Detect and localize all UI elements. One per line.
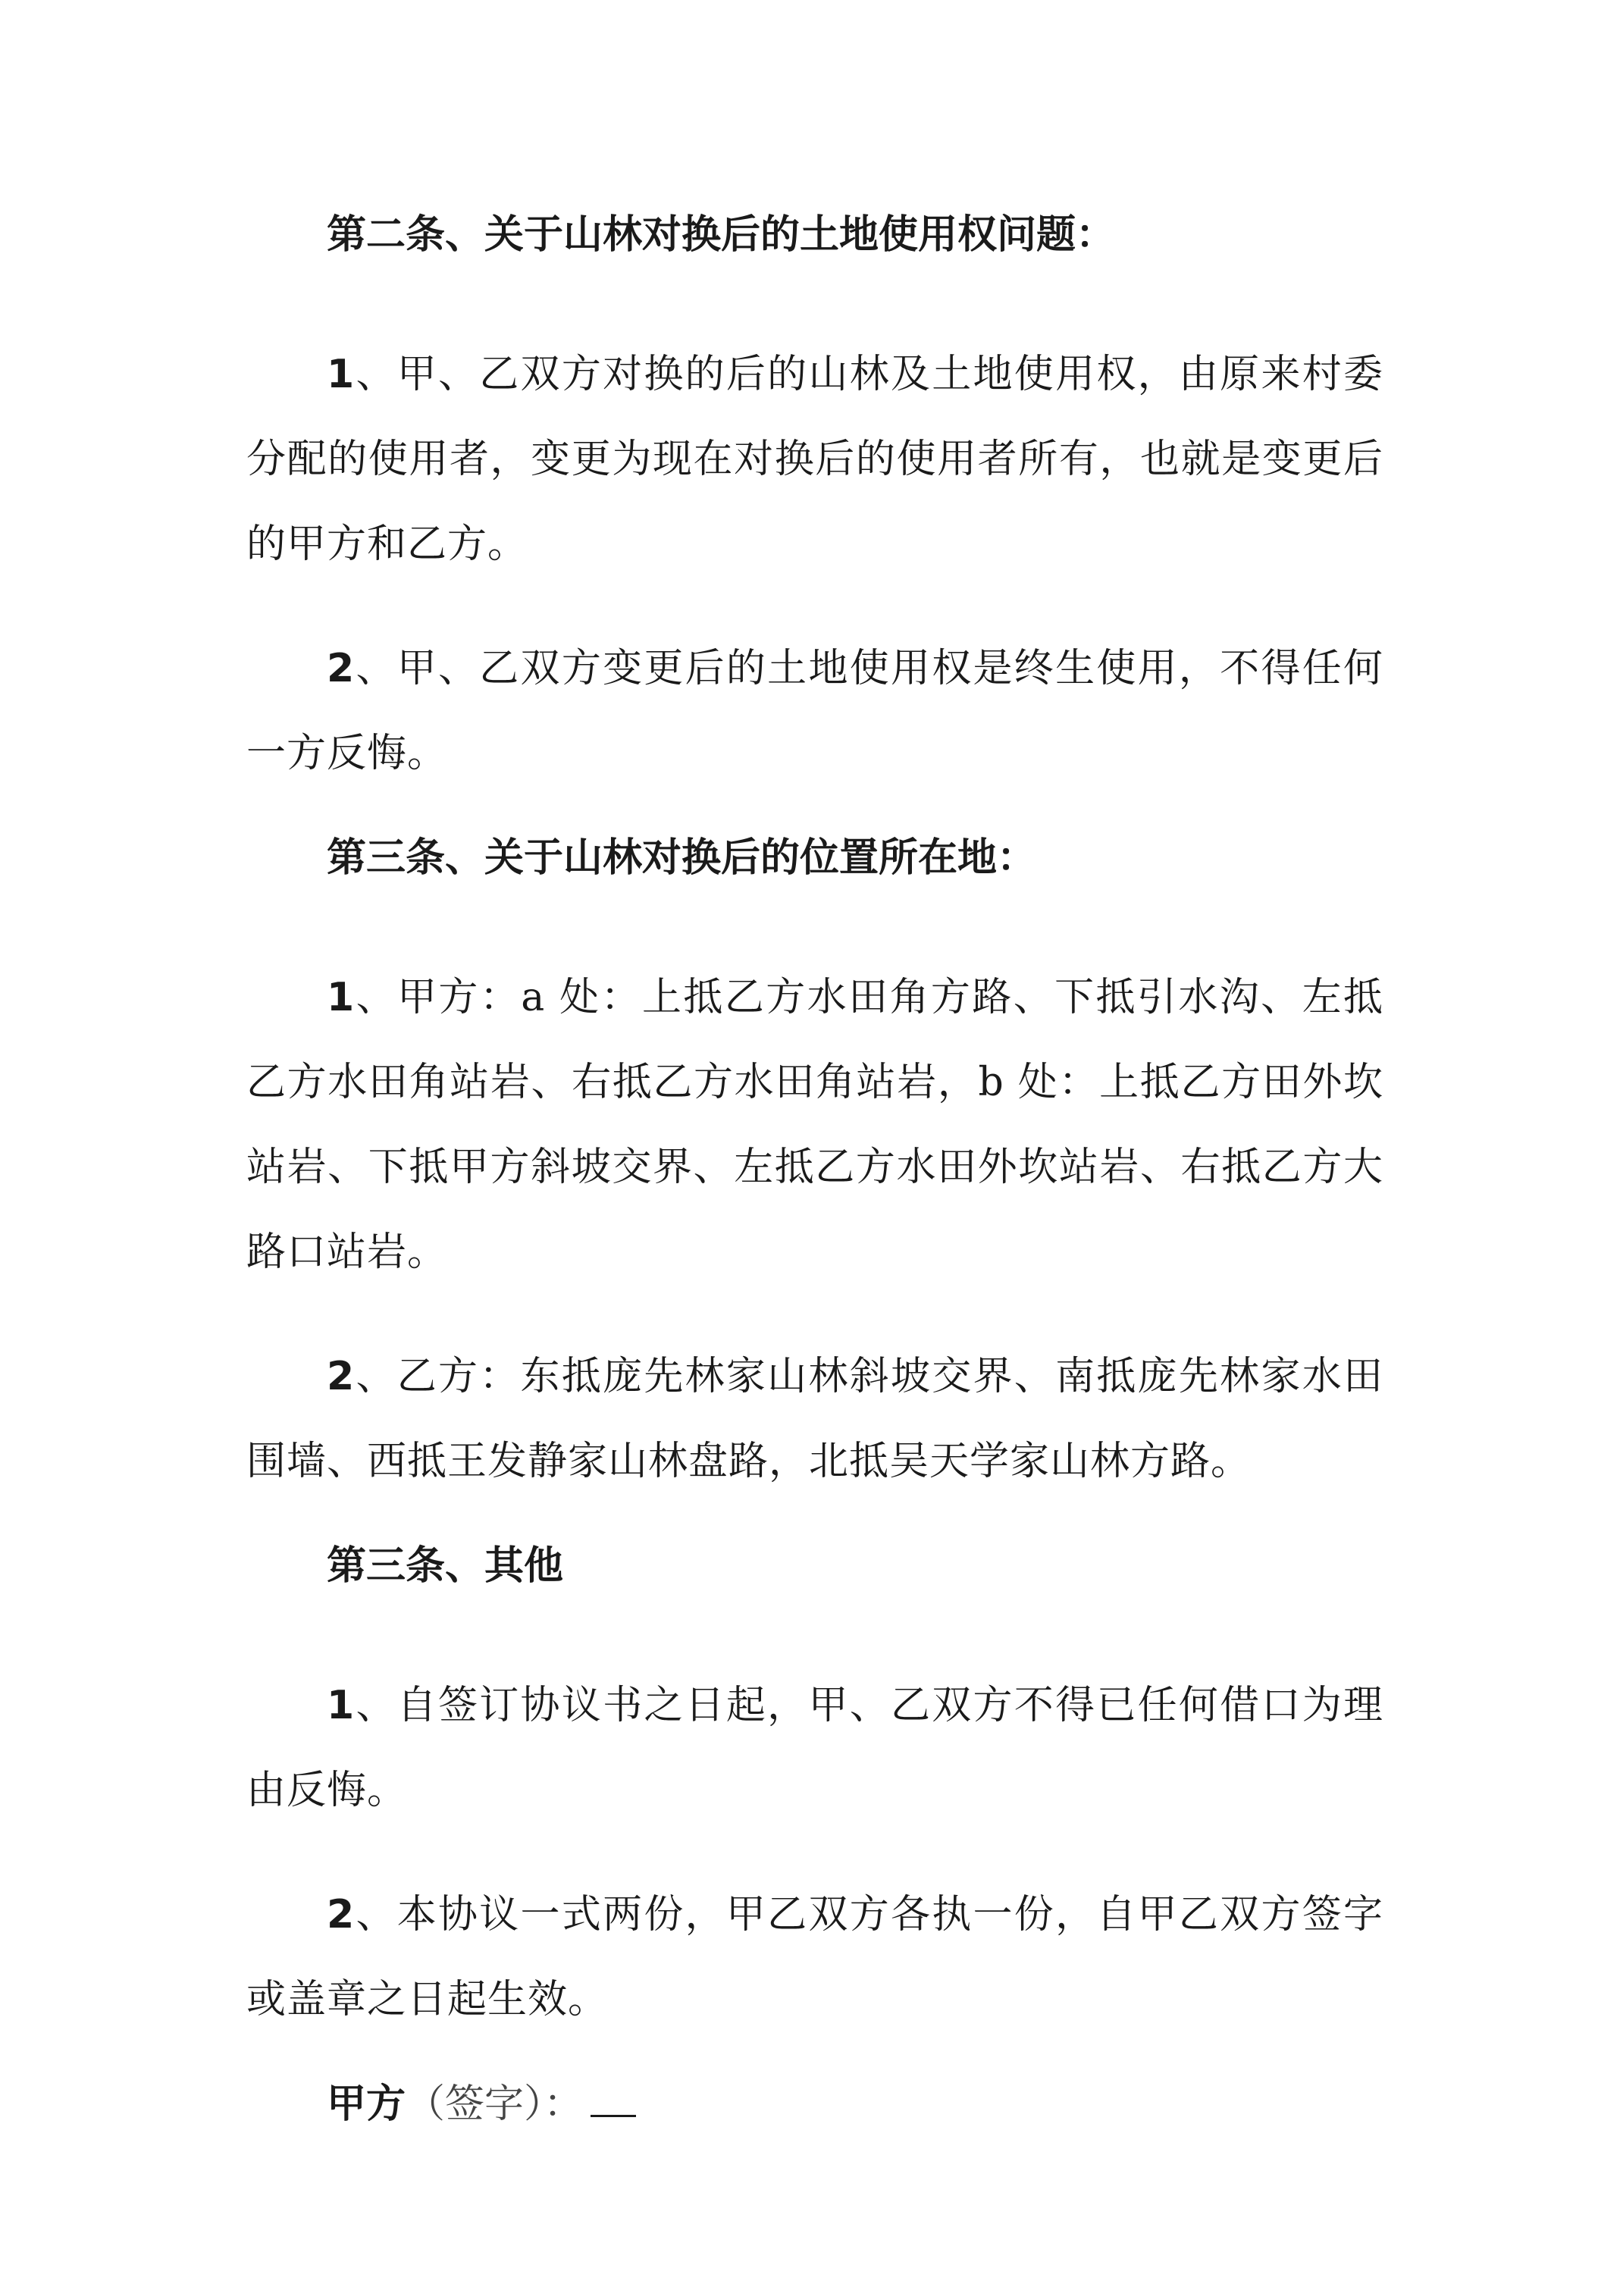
clause-number: 1	[327, 975, 356, 1020]
clause-number: 2	[327, 1354, 356, 1399]
clause-number: 1	[327, 1683, 356, 1728]
clause-text: 、甲、乙双方对换的后的山林及土地使用权，由原来村委分配的使用者，变更为现在对换后的使用者所有，也就是变更后的甲方和乙方。	[246, 352, 1383, 567]
clause-number: 2	[327, 1892, 356, 1937]
section-heading-article-2: 第二条、关于山林对换后的土地使用权问题：	[327, 212, 1116, 258]
clause-2-1	[246, 332, 1383, 587]
signature-line-party-a	[246, 2081, 1383, 2127]
clause-number: 1	[327, 352, 356, 397]
signature-label: 甲方	[327, 2081, 406, 2127]
clause-text: 、乙方：东抵庞先林家山林斜坡交界、南抵庞先林家水田围墙、西抵王发静家山林盘路，北抵吴天学家山林方路。	[246, 1354, 1383, 1484]
clause-other-2	[246, 1872, 1383, 2042]
clause-text: 、甲、乙双方变更后的土地使用权是终生使用，不得任何一方反悔。	[246, 646, 1383, 776]
clause-2-2	[246, 626, 1383, 796]
clause-number: 2	[327, 646, 356, 691]
clause-text: 、自签订协议书之日起，甲、乙双方不得已任何借口为理由反悔。	[246, 1683, 1383, 1813]
clause-3-1	[246, 955, 1383, 1295]
clause-text: 、本协议一式两份，甲乙双方各执一份，自甲乙双方签字或盖章之日起生效。	[246, 1892, 1383, 2022]
signature-note: （签字）：	[406, 2081, 584, 2127]
clause-text: 、甲方：a 处：上抵乙方水田角方路、下抵引水沟、左抵乙方水田角站岩、右抵乙方水田角站岩，b 处：上抵乙方田外坎站岩、下抵甲方斜坡交界、左抵乙方水田外坎站岩、右抵乙方大路口站岩。	[246, 975, 1383, 1275]
section-heading-article-3-other: 第三条、其他	[327, 1543, 564, 1589]
clause-3-2	[246, 1334, 1383, 1504]
section-heading-article-3-location: 第三条、关于山林对换后的位置所在地：	[327, 835, 1037, 881]
clause-other-1	[246, 1663, 1383, 1833]
signature-blank[interactable]	[591, 2081, 636, 2117]
document-page	[246, 212, 1383, 2127]
